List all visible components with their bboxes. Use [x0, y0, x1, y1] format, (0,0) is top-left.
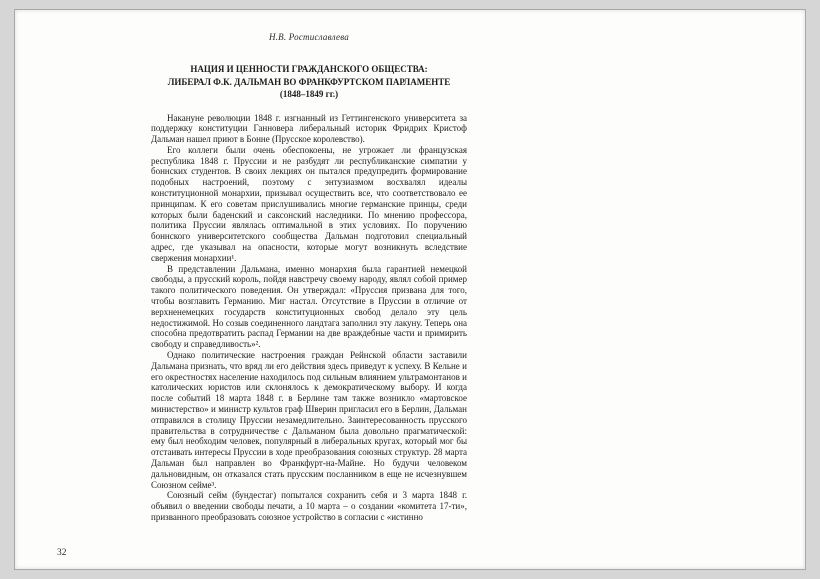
paragraph: Однако политические настроения граждан Рейнской области заставили Дальмана признать, что вряд ли его действия здесь приведут к успеху. В Кельне и его окрестностях население находилось под сильным влиянием ультрамонтанов и католических юристов или склонялось к демократическому выбору. И когда после событий 18 марта 1848 г. в Берлине там также возникло «мартовское министерство» и министр культов граф Шверин пригласил его в Берлин, Дальман отправился в столицу Пруссии незамедлительно. Заинтересованность прусского правительства в сотрудничестве с Дальманом была довольно прагматической: ему был необходим человек, популярный в либеральных кругах, который мог бы отстаивать интересы Пруссии в ходе преобразования союзных структур. 28 марта Дальман был направлен во Франкфурт-на-Майне. Но будучи человеком дальновидным, он отказался стать прусским посланником в еще не исчезнувшем Союзном сейме³.	[151, 350, 467, 490]
paragraph: В представлении Дальмана, именно монархия была гарантией немецкой свободы, а прусский король, пойдя навстречу своему народу, являл собой пример такого политического поведения. Он утверждал: «Пруссия призвана для того, чтобы возглавить Германию. Миг настал. Отсутствие в Пруссии в отличие от верхненемецких государств конституционных свобод делало эту цель недостижимой. Но созыв соединенного ландтага заполнил эту лакуну. Теперь она способна предотвратить распад Германии на две враждебные части и примирить свободу и справедливость»².	[151, 263, 467, 350]
text-column	[151, 32, 467, 523]
paragraph: Союзный сейм (бундестаг) попытался сохранить себя и 3 марта 1848 г. объявил о введении свободы печати, а 10 марта – о создании «комитета 17-ти», призванного преобразовать союзное устройство в согласии с «истинно	[151, 490, 467, 522]
article-title-line: (1848–1849 гг.)	[279, 89, 339, 99]
paragraph: Его коллеги были очень обеспокоены, не угрожает ли французская республика 1848 г. Пруссии и не разбудят ли республиканские симпатии у боннских студентов. В своих лекциях он пытался предупредить формирование подобных настроений, поэтому с энтузиазмом восхвалял идеалы конституционной монархии, призывал осуществить все, что соответствовало ее принципам. К его советам прислушивались многие германские принцы, среди которых были баденский и саксонский наследники. По мнению профессора, политика Пруссии являлась оптимальной в этих условиях. По поручению боннского университетского сообщества Дальман подготовил специальный адрес, где указывал на опасности, которые могут возникнуть вследствие свержения монархии¹.	[151, 144, 467, 263]
article-title-line: НАЦИЯ И ЦЕННОСТИ ГРАЖДАНСКОГО ОБЩЕСТВА:	[190, 64, 428, 74]
running-header-author: Н.В. Ростиславлева	[269, 32, 349, 42]
page-number: 32	[57, 548, 67, 558]
article-title-line: ЛИБЕРАЛ Ф.К. ДАЛЬМАН ВО ФРАНКФУРТСКОМ ПАРЛАМЕНТЕ	[167, 76, 451, 87]
book-page	[14, 9, 806, 570]
article-title	[151, 63, 467, 101]
paragraph: Накануне революции 1848 г. изгнанный из Геттингенского университета за поддержку конституции Ганновера либеральный историк Фридрих Кристоф Дальман нашел приют в Бонне (Прусское королевство).	[151, 112, 467, 145]
article-body	[151, 113, 467, 523]
